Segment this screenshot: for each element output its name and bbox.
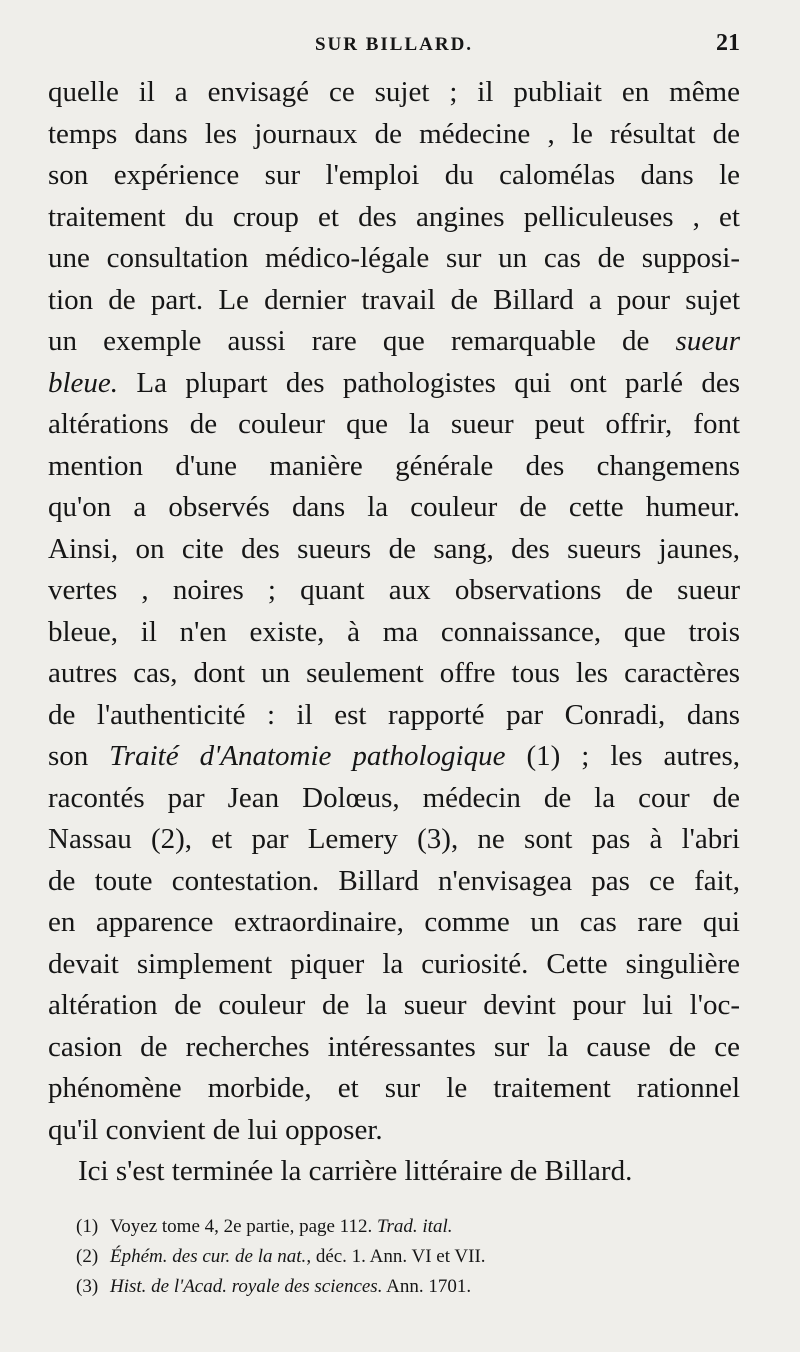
footnotes: [76, 1212, 736, 1302]
page-header: [48, 30, 740, 60]
text-segment: son: [48, 740, 89, 772]
text-segment: La plupart des pathologistes qui ont parlé des: [136, 366, 740, 399]
text-line: casion de recherches intéressantes sur la cause de ce: [48, 1030, 740, 1063]
text-line: mention d'une manière générale des changemens: [48, 449, 740, 482]
text-line: [48, 363, 740, 405]
text-line: une consultation médico-légale sur un cas de supposi-: [48, 242, 740, 274]
text-line: qu'on a observés dans la couleur de cette humeur.: [48, 491, 740, 523]
text-line: vertes , noires ; quant aux observations de sueur: [48, 574, 740, 606]
text-line: Nassau (2), et par Lemery (3), ne sont pas à l'abri: [48, 823, 740, 855]
text-line: altérations de couleur que la sueur peut offrir, font: [48, 408, 740, 440]
text-line: son expérience sur l'emploi du calomélas dans le: [48, 159, 740, 191]
text-line: [48, 321, 740, 363]
text-line: tion de part. Le dernier travail de Billard a pour sujet: [48, 283, 740, 316]
running-head: SUR BILLARD.: [314, 34, 474, 55]
text-line: bleue, il n'en existe, à ma connaissance, que trois: [48, 615, 740, 648]
text-line: phénomène morbide, et sur le traitement rationnel: [48, 1072, 740, 1104]
italic-title: Traité d'Anatomie pathologique: [109, 740, 506, 772]
text-line: de toute contestation. Billard n'envisagea pas ce fait,: [48, 864, 740, 897]
text-line: Ainsi, on cite des sueurs de sang, des sueurs jaunes,: [48, 532, 740, 565]
footnote-rest: , déc. 1. Ann. VI et VII.: [306, 1246, 486, 1267]
text-line: Ici s'est terminée la carrière littéraire de Billard.: [78, 1155, 633, 1187]
footnote-text: Voyez tome 4, 2e partie, page 112.: [110, 1216, 373, 1237]
text-line: devait simplement piquer la curiosité. Cette singulière: [48, 947, 740, 980]
footnote-italic: Hist. de l'Acad. royale des sciences.: [110, 1276, 383, 1297]
text-line: quelle il a envisagé ce sujet ; il publiait en même: [48, 76, 740, 108]
italic-term: bleue.: [48, 366, 119, 399]
text-segment: (1) ; les autres,: [526, 740, 741, 772]
text-segment: un exemple aussi rare que remarquable de: [48, 325, 650, 357]
footnote-number: (1): [76, 1216, 99, 1237]
text-line: en apparence extraordinaire, comme un cas rare qui: [48, 906, 740, 938]
body-text: [48, 72, 740, 1193]
text-line: de l'authenticité : il est rapporté par Conradi, dans: [48, 698, 740, 731]
footnote: [76, 1242, 736, 1272]
text-line: qu'il convient de lui opposer.: [48, 1113, 383, 1146]
text-line: temps dans les journaux de médecine , le résultat de: [48, 117, 740, 150]
footnote-number: (3): [76, 1276, 99, 1297]
text-line: autres cas, dont un seulement offre tous les caractères: [48, 657, 740, 689]
text-line: altération de couleur de la sueur devint pour lui l'oc-: [48, 989, 740, 1021]
footnote: [76, 1272, 736, 1302]
text-line: traitement du croup et des angines pelliculeuses , et: [48, 200, 740, 233]
footnote-number: (2): [76, 1246, 99, 1267]
page-number: 21: [716, 30, 740, 56]
footnote: [76, 1212, 736, 1242]
text-line: [48, 736, 740, 778]
italic-term: sueur: [675, 325, 740, 357]
footnote-italic: Trad. ital.: [376, 1216, 453, 1237]
footnote-rest: Ann. 1701.: [382, 1276, 472, 1297]
text-line: racontés par Jean Dolœus, médecin de la cour de: [48, 781, 740, 814]
footnote-italic: Éphém. des cur. de la nat.: [110, 1246, 307, 1267]
